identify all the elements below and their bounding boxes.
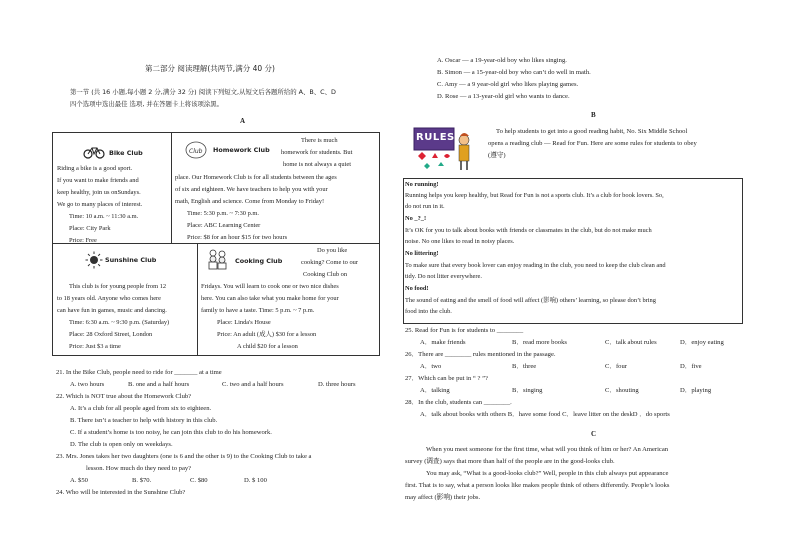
q24-option-d: D. Rose — a 13-year-old girl who wants to dance. [437,93,570,100]
passage-c-line: You may ask, “What is a good-looks club?” Well, people in this club always put appearance [426,470,669,477]
bike-line: If you want to make friends and [57,177,139,184]
bike-line: We go to many places of interest. [57,201,143,208]
cooking-line: Fridays. You will learn to cook one or two nice dishes [201,283,339,290]
homework-place: Place: ABC Learning Center [187,222,261,229]
question-23: 23. Mrs. Jones takes her two daughters (one is 6 and the other is 9) to the Cooking Club to take a [56,453,312,460]
rule-text: do not run in it. [405,203,445,210]
sunshine-price: Price: Just $3 a time [69,343,121,350]
q26-option-a: A．two [420,363,442,370]
q24-option-a: A. Oscar — a 19-year-old boy who likes singing. [437,57,567,64]
q26-option-b: B．three [512,363,537,370]
passage-a-letter: A [240,117,246,125]
passage-c-line: first. That is to say, what a person looks like makes people think of others differently. People’s looks [405,482,670,489]
bike-time: Time: 10 a.m. ~ 11:30 a.m. [69,213,139,220]
homework-price: Price: $8 for an hour $15 for two hours [187,234,288,241]
rules-sign-text: RULES [416,132,455,143]
homework-club-title: Homework Club [213,146,270,154]
question-21: 21. In the Bike Club, people need to ride for _______ at a time [56,369,222,376]
passage-c-line: When you meet someone for the first time, what will you think of him or her? An American [426,446,669,453]
passage-c-line: survey (调查) says that more than half of the people are in the good-looks club. [405,458,615,465]
bike-line: keep healthy, join us onSundays. [57,189,141,196]
rule-text: Running helps you keep healthy, but Read for Fun is not a sports club. It’s a club for book lovers. So, [405,192,664,199]
q27-option-d: D．playing [680,387,712,394]
cooking-side-line: Cooking Club on [303,271,348,278]
cooking-club-cell [197,243,380,356]
cooking-side-line: cooking? Come to our [301,259,358,266]
q22-option-a: A. It’s a club for all people aged from six to eighteen. [70,405,212,412]
intro-line-2: 四个选项中选出最佳 选项, 并在答题卡上将该项涂黑。 [70,100,224,108]
q28-options: A．talk about books with others B．have some food C．leave litter on the deskD ．do sports [420,411,670,418]
homework-side-line: home is not always a quiet [283,161,351,168]
q27-option-b: B．singing [512,387,543,394]
passage-b-letter: B [591,111,596,119]
rule-heading: No littering! [405,250,439,257]
q21-option-d: D. three hours [318,381,356,388]
cooking-price-child: A child $20 for a lesson [237,343,298,350]
q25-option-c: C．talk about rules [605,339,657,346]
bike-place: Place: City Park [69,225,111,232]
q27-option-c: C．shouting [605,387,639,394]
sun-icon [85,251,103,269]
chef-icon [205,249,229,271]
q25-option-d: D．enjoy eating [680,339,724,346]
rule-text: The sound of eating and the smell of food will affect (影响) others’ learning, so please don’t bring [405,297,656,304]
rule-text: To make sure that every book lover can enjoy reading in the club, you need to keep the club clean and [405,262,666,269]
homework-club-cell [171,132,380,244]
question-28: 28．In the club, students can ________. [405,399,512,406]
rule-heading: No running! [405,181,439,188]
cooking-price-adult: Price: An adult (成人) $30 for a lesson [217,331,317,338]
q24-option-c: C. Amy — a 9 year-old girl who likes playing games. [437,81,579,88]
homework-line: place. Our Homework Club is for all students between the ages [175,174,337,181]
passage-c-line: may affect (影响) their jobs. [405,494,481,501]
sunshine-line: This club is for young people from 12 [69,283,167,290]
q26-option-c: C．four [605,363,627,370]
rule-heading: No food! [405,285,429,292]
section-title: 第二部分 阅读理解(共两节,满分 40 分) [145,64,275,73]
cooking-side-line: Do you like [317,247,348,254]
q25-option-b: B．read more books [512,339,567,346]
cooking-line: family to have a taste. Time: 5 p.m. ~ 7 p.m. [201,307,315,314]
q27-option-a: A．talking [420,387,450,394]
rule-text: It’s OK for you to talk about books with friends or classmates in the club, but do not make much [405,227,652,234]
q26-option-d: D．five [680,363,702,370]
sunshine-club-title: Sunshine Club [105,256,157,264]
rules-sign-illustration [412,126,474,172]
q22-option-b: B. There isn’t a teacher to help with history in this club. [70,417,218,424]
q23-option-d: D. $ 100 [244,477,267,484]
q25-option-a: A．make friends [420,339,466,346]
bike-line: Riding a bike is a good sport. [57,165,133,172]
question-26: 26．There are ________ rules mentioned in the passage. [405,351,556,358]
passage-b-intro: To help students to get into a good reading habit, No. Six Middle School [496,128,688,135]
homework-side-line: There is much [301,137,338,144]
question-23-cont: lesson. How much do they need to pay? [86,465,192,472]
q21-option-b: B. one and a half hours [128,381,190,388]
q23-option-c: C. $80 [190,477,208,484]
passage-b-intro: (遵守) [488,152,506,159]
sunshine-club-cell [52,243,198,356]
homework-line: math, English and science. Come from Monday to Friday! [175,198,325,205]
rule-text: tidy. Do not litter everywhere. [405,273,482,280]
q21-option-c: C. two and a half hours [222,381,284,388]
bike-icon [83,146,105,159]
rule-text: noise. No one likes to read in noisy places. [405,238,515,245]
q23-option-b: B. $70. [132,477,152,484]
q21-option-a: A. two hours [70,381,105,388]
sunshine-line: can have fun in games, music and dancing. [57,307,167,314]
sunshine-time: Time: 6:30 a.m. ~ 9:30 p.m. (Saturday) [69,319,170,326]
intro-line-1: 第一节 (共 16 小题,每小题 2 分,满分 32 分) 阅读下列短文,从短文后各题所给的 A、B、C、D [70,88,336,96]
svg-text:Club: Club [189,148,203,155]
passage-c-letter: C [591,430,597,438]
question-22: 22. Which is NOT true about the Homework Club? [56,393,192,400]
rule-text: food into the club. [405,308,452,315]
bike-club-title: Bike Club [109,149,143,157]
q22-option-c: C. If a student’s home is too noisy, he can join this club to do his homework. [70,429,272,436]
homework-line: of six and eighteen. We have teachers to help you with your [175,186,328,193]
homework-icon [185,141,207,159]
bike-club-cell [52,132,172,244]
question-27: 27．Which can be put in “ ? ”? [405,375,488,382]
homework-time: Time: 5:30 p.m. ~ 7:30 p.m. [187,210,259,217]
homework-side-line: homework for students. But [281,149,353,156]
q22-option-d: D. The club is open only on weekdays. [70,441,173,448]
q24-option-b: B. Simon — a 15-year-old boy who can’t do well in math. [437,69,591,76]
cooking-line: here. You can also take what you make home for your [201,295,339,302]
q23-option-a: A. $50 [70,477,88,484]
cooking-place: Place: Linda's House [217,319,271,326]
sunshine-place: Place: 28 Oxford Street, London [69,331,153,338]
cooking-club-title: Cooking Club [235,257,283,265]
passage-b-intro: opens a reading club — Read for Fun. Here are some rules for students to obey [488,140,697,147]
sunshine-line: to 18 years old. Anyone who comes here [57,295,162,302]
question-24: 24. Who will be interested in the Sunshine Club? [56,489,186,496]
question-25: 25. Read for Fun is for students to ________ [405,327,524,334]
bike-price: Price: Free [69,237,97,244]
rules-box [403,178,743,324]
rule-heading: No _?_! [405,215,427,222]
